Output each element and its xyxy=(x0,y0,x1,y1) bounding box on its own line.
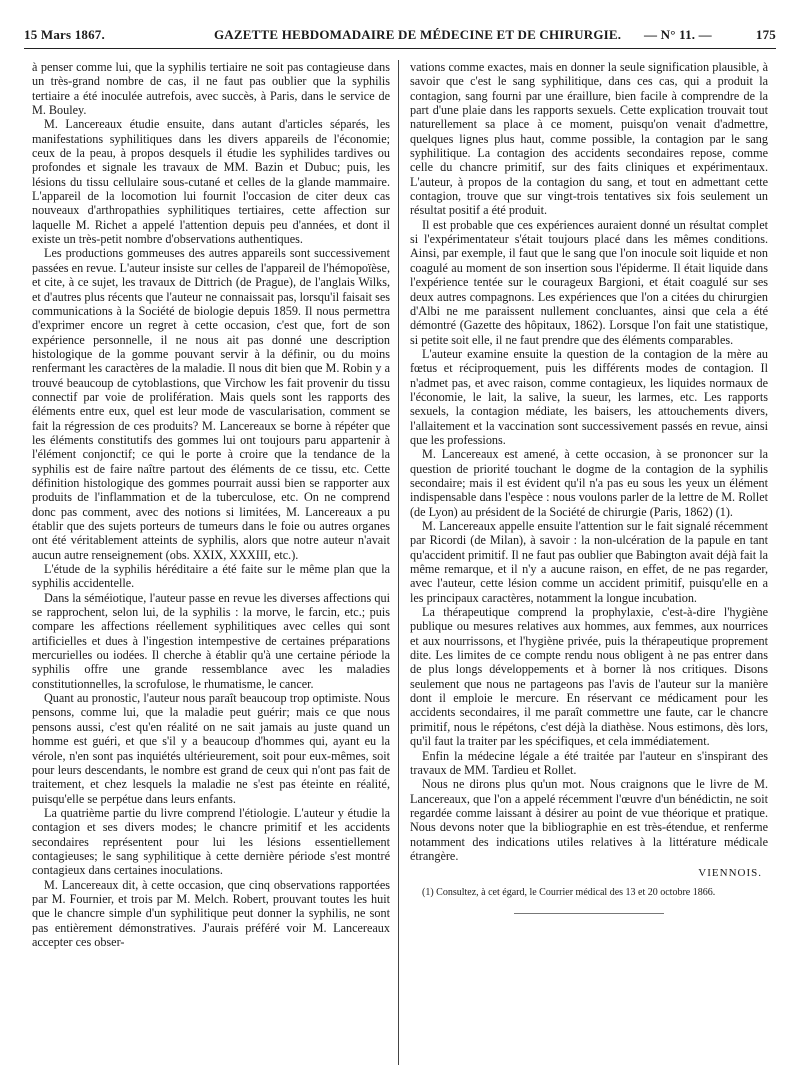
issue-number: — N° 11. — xyxy=(644,27,712,42)
paragraph: Dans la séméiotique, l'auteur passe en revue les diverses affections qui se rapprochent, selon lui, de la syphilis : la morve, le farcin, etc.; puis compare les affections réellement syphilitiques avec celles qui sont artificielles et dues à l'ingestion intempestive de certaines préparations mercurielles ou iodées. Il cherche à établir qu'à une certaine période la syphilis offre une grande ressemblance avec les maladies constitutionnelles, la scrofulose, le rhumatisme, le cancer. xyxy=(32,590,390,691)
right-column xyxy=(410,60,768,914)
paragraph: L'étude de la syphilis héréditaire a été faite sur le même plan que la syphilis accidentelle. xyxy=(32,562,390,591)
paragraph: Enfin la médecine légale a été traitée par l'auteur en s'inspirant des travaux de MM. Tardieu et Rollet. xyxy=(410,748,768,777)
paragraph: vations comme exactes, mais en donner la seule signification plausible, à savoir que c'est le sang syphilitique, dans ces cas, qui a produit la contagion, sang fourni par une éraillure, bien facile à comprendre de la part d'une plaie dans les rapports sexuels. Cette explication trouvait tout naturellement sa place à ce moment, puisqu'on venait d'admettre, quelques lignes plus haut, comme possible, la contagion par le sang syphilitique. La contagion des accidents secondaires repose, comme celle du chancre primitif, sur des faits cliniques et expérimentaux. L'auteur, à propos de la contagion du sang, et tout en admettant cette contagion, trouve que sur vingt-trois tentatives six fois seulement un résultat positif a été produit. xyxy=(410,60,768,218)
author-signature: VIENNOIS. xyxy=(698,867,762,880)
paragraph: Les productions gommeuses des autres appareils sont successivement passées en revue. L'auteur insiste sur celles de l'appareil de l'hémopoïèse, et cite, à ce sujet, les travaux de Dittrich (de Prague), de l'anglais Wilks, et d'autres plus récents que l'auteur ne connaissait pas, lorsqu'il faisait ses communications à la Société de biologie depuis 1859. Il nous permettra d'exprimer encore un regret à cette occasion, c'est que, fort de son expérience personnelle, il ne nous ait pas donné une description histologique de la gomme pouvant servir à la définir, ou du moins renfermant les caractères de la maladie. Il nous dit bien que M. Robin y a trouvé beaucoup de cytoblastions, que Virchow les fait provenir du tissu connectif par voie de prolifération. Mais quels sont les rapports des éléments entre eux, quel est leur mode de vascularisation, comment se fait la régression de ces produits? M. Lancereaux se borne à répéter que les éléments constitutifs des gommes lui ont toujours paru appartenir à l'élément conjonctif; ce qui le porte à croire que la tendance de la syphilis est de faire naître partout des éléments de ce tissu, etc. Cette définition histologique des gommes pourrait aussi bien se rapporter aux produits de l'inflammation et de la tuberculose, etc. On ne comprend donc pas comment, avec des notions si limitées, M. Lancereaux a pu établir que des sujets porteurs de tumeurs dans le foie ou autres organes ont été véritablement atteints de syphilis, alors que notre auteur n'avait aucun autre renseignement (obs. XXIX, XXXIII, etc.). xyxy=(32,246,390,562)
paragraph: M. Lancereaux est amené, à cette occasion, à se prononcer sur la question de priorité touchant le dogme de la contagion de la syphilis secondaire; mais il est évident qu'il n'a pas eu sous les yeux un élément indispensable dans l'espèce : nous voulons parler de la lettre de M. Rollet (de Lyon) au président de la Société de chirurgie (Paris, 1862) (1). xyxy=(410,447,768,519)
paragraph: Quant au pronostic, l'auteur nous paraît beaucoup trop optimiste. Nous pensons, comme lui, que la maladie peut guérir; mais ce que nous pensons aussi, c'est qu'en réalité on ne sait jamais au juste quand un homme est guéri, et que s'il y a beaucoup d'hommes qui, ayant eu la vérole, n'en sont pas inquiétés ultérieurement, soit pour eux-mêmes, soit pour leurs descendants, le nombre est grand de ceux qui n'ont pas fait de traitement, et chez lesquels la maladie ne s'est pas éteinte en réalité, puisqu'elle se perpétue dans leurs enfants. xyxy=(32,691,390,806)
end-rule xyxy=(514,913,664,914)
paragraph: Il est probable que ces expériences auraient donné un résultat complet si l'expérimentateur s'était toujours placé dans les mêmes conditions. Ainsi, par exemple, il faut que le sang que l'on inocule soit liquide et non coagulé au moment de son insertion sous l'épiderme. Il était liquide dans l'expérience tentée sur le courageux Bargioni, et était coagulé sur ses deux autres compagnons. Les expériences que l'on a citées du chirurgien d'Albi ne me paraissent nullement concluantes, ainsi que cela a été démontré (Gazette des hôpitaux, 1862). Lorsque l'on fait une statistique, si petite soit elle, il ne faut prendre que des éléments comparables. xyxy=(410,217,768,347)
header-rule xyxy=(24,48,776,49)
left-column xyxy=(32,60,390,949)
footnote: (1) Consultez, à cet égard, le Courrier médical des 13 et 20 octobre 1866. xyxy=(422,886,716,898)
paragraph: à penser comme lui, que la syphilis tertiaire ne soit pas contagieuse dans un très-grand nombre de cas, il ne faut pas oublier que la syphilis tertiaire a été inoculée autrefois, avec succès, à Paris, dans le service de M. Bouley. xyxy=(32,60,390,118)
paragraph: M. Lancereaux appelle ensuite l'attention sur le fait signalé récemment par Ricordi (de Milan), à savoir : la non-ulcération de la papule en tant qu'accident primitif. Il ne faut pas oublier que Babington avait déjà fait la même remarque, et il n'y a aucune raison, en effet, de ne pas regarder, avec l'auteur, cette lésion comme un accident primitif, puisqu'elle en a les principaux caractères, notamment la longue incubation. xyxy=(410,519,768,605)
paragraph: Nous ne dirons plus qu'un mot. Nous craignons que le livre de M. Lancereaux, que l'on a appelé récemment l'œuvre d'un bénédictin, ne soit regardée comme laissant à désirer au point de vue théorique et pratique. Nous devons noter que la bibliographie en est très-étendue, et renferme notamment des indications utiles relatives à la littérature médicale étrangère. xyxy=(410,777,768,863)
paragraph: L'auteur examine ensuite la question de la contagion de la mère au fœtus et réciproquement, puis les différents modes de contagion. Il n'admet pas, et avec raison, comme contagieux, les liquides normaux de l'économie, le lait, la salive, la sueur, les larmes, etc. Les rapports sexuels, la contagion médiate, les baisers, les attouchements divers, l'allaitement et la vaccination sont successivement passés en revue, ainsi que les professions. xyxy=(410,346,768,447)
issue-date: 15 Mars 1867. xyxy=(24,27,105,42)
paragraph: La thérapeutique comprend la prophylaxie, c'est-à-dire l'hygiène publique ou mesures relatives aux hommes, aux femmes, aux nourrices et aux nourrissons, et l'hygiène privée, puis la thérapeutique proprement dite. Les limites de ce compte rendu nous obligent à ne pas entrer dans de plus longs développements et à borner là nos critiques. Disons seulement que nous ne partageons pas l'avis de l'auteur sur la manière dont il emploie le mercure. En réservant ce médicament pour les accidents secondaires, il me paraît commettre une faute, car le chancre primitif, nous le répétons, c'est déjà la diathèse. Nous estimons, dès lors, qu'il faut la traiter par les spécifiques, et cela immédiatement. xyxy=(410,605,768,749)
column-divider xyxy=(398,60,399,1065)
paragraph: M. Lancereaux dit, à cette occasion, que cinq observations rapportées par M. Fournier, et trois par M. Melch. Robert, prouvant toutes les huit que le chancre simple d'un syphilitique peut donner la syphilis, ne sont pas entièrement démonstratives. J'aurais préféré voir M. Lancereaux accepter ces obser- xyxy=(32,877,390,949)
publication-title: GAZETTE HEBDOMADAIRE DE MÉDECINE ET DE CHIRURGIE. xyxy=(214,27,622,42)
page-header xyxy=(24,27,776,47)
page-number: 175 xyxy=(755,27,776,42)
paragraph: La quatrième partie du livre comprend l'étiologie. L'auteur y étudie la contagion et ses divers modes; le chancre primitif et les accidents secondaires représentent pour lui les lésions essentiellement contagieuses; le sang syphilitique à cette dernière période s'est montré contagieux dans certaines inoculations. xyxy=(32,805,390,878)
paragraph: M. Lancereaux étudie ensuite, dans autant d'articles séparés, les manifestations syphilitiques dans les divers appareils de l'économie; ceux de la peau, à propos desquels il étudie les syphilides tardives ou profondes et signale les travaux de MM. Bazin et Dubuc; puis, les lésions du tissu cellulaire sous-cutané et celles de la glande mammaire. L'appareil de la locomotion lui fournit l'occasion de citer deux cas nouveaux d'arthropathies syphilitiques tertiaires, cette affection sur laquelle M. Richet a appelé l'attention depuis peu d'années, et dont il existe un très-petit nombre d'observations authentiques. xyxy=(32,117,390,247)
